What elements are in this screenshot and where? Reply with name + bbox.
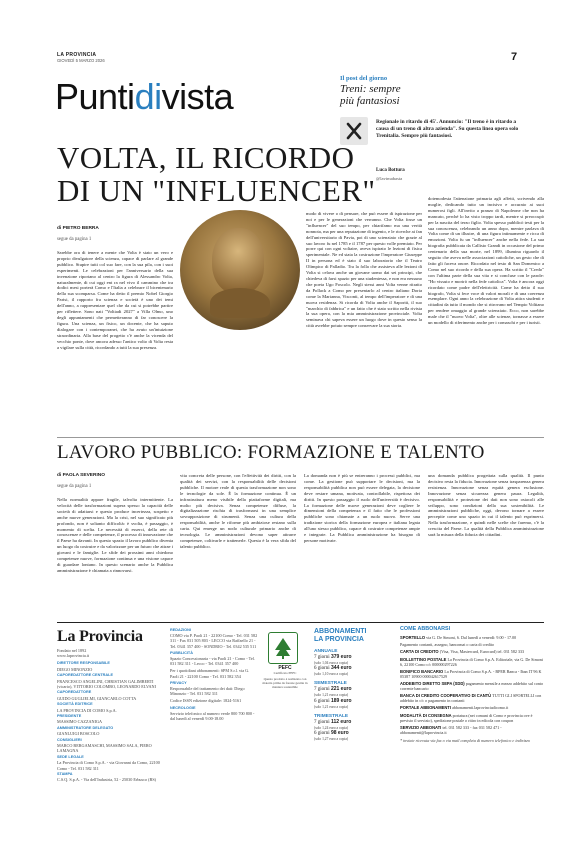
divider (57, 437, 544, 438)
subscription-row (314, 665, 396, 672)
subscription-note: (solo 1,10 euro a copia) (314, 672, 349, 677)
staff-label: AMMINISTRATORE DELEGATO (57, 726, 114, 731)
article2-byline: di PAOLA SEVERINO (57, 473, 105, 478)
office-entry (170, 706, 258, 722)
subscription-days: 6 giorni (314, 666, 331, 672)
subscription-row (314, 686, 396, 693)
how-item-label: PORTALE ABBONAMENTI (400, 705, 453, 711)
how-item-text: Pagamento contanti, assegno, bancomat o carta di credito (400, 642, 495, 648)
office-value: Responsabile del trattamento dei dati: Diego Minonzio - Tel. 031 582 311 (170, 686, 245, 697)
staff-value: GIANLUIGI BOSCOLO (57, 731, 100, 737)
post-title-line1: Treni: sempre (340, 83, 401, 95)
subscription-row (314, 730, 396, 737)
how-item (400, 705, 544, 710)
subscription-groups (314, 649, 396, 741)
subscription-row (314, 654, 396, 661)
pefc-tree-icon (268, 632, 298, 664)
article2-column3: La domanda non è più se entreranno i processi pubblici, ma come. La gestione può supportare le decisioni, ma la responsabilità pubblica non può essere delegata, la decisione deve restare umana, motivata, controllabile, rispettosa dei diritti. In questo passaggio il ruolo dell'università è decisivo. La formazione delle nuove generazioni deve cogliere le dimensioni della competenza e il fatto che le professioni pubbliche sono chiamate a un ruolo nuovo. Serve una tradizione storica della formazione europea e italiana legata all'uno stesso pubblico, capace di costruire competenze ampie e integrate. La Pubblica amministrazione ha bisogno di persone motivate. (304, 473, 420, 543)
how-item-text: La Provincia di Como S.p.A. Editoriale, via G. De Simoni 6, 22100 Como c/c 000000297226 (400, 656, 543, 667)
office-value: COMO via P. Paoli 21 - 22100 Como - Tel. 031 582 311 - Fax 031 505 803 - LECCO via Raffaello 21 - Tel. 0341 357 400 - SONDRIO - Tel. 0342 535 511 (170, 633, 258, 649)
subscriptions-title-line1: ABBONAMENTI (314, 628, 367, 635)
footer-rule (57, 622, 544, 623)
article1-continuation: segue da pagina 1 (57, 237, 92, 242)
office-label: PRIVACY (170, 680, 187, 685)
article2-column2: vita concreta delle persone, con l'effettività dei diritti, con la qualità dei servizi, con la responsabilità delle decisioni pubbliche. Il motore reale di questa trasformazione non sono le tecnologie da sole. È la formazione continua. È un infrastruttura meno visibile della piattaforme digitali, ma molto più decisiva. Senza competenze diffuse, la digitalizzazione rischia di trasformarsi in una semplice sovrapposizione di strumenti. Senza una cultura della responsabilità, anche le riforme più ambiziose restano sulla carta. Qui emerge un nodo culturale primario anche di tecnologia. Le amministrazioni devono saper attrarre competenze, coltivarle e trattenerle. Questa è la vera sfida del talento pubblico. (180, 473, 296, 549)
article2-continuation: segue da pagina 1 (57, 484, 92, 489)
post-title-line2: più fantasiosi (340, 94, 400, 107)
paper-logo: La Provincia (57, 628, 143, 645)
how-title: COME ABBONARSI (400, 626, 451, 632)
subscription-days: 7 giorni (314, 687, 331, 693)
how-item (400, 657, 544, 667)
subscription-group (314, 649, 396, 676)
staff-entry (57, 726, 165, 736)
subscription-price: 379 euro (330, 654, 352, 660)
subscription-period: ANNUALE (314, 649, 338, 654)
staff-value: C.S.Q. S.p.A. - Via dell'Industria, 52 - 25030 Erbusco (BS) (57, 777, 157, 783)
pefc-text: Certificato PEFC (273, 671, 297, 675)
office-entry (170, 628, 258, 649)
how-item-text: tel. 031 582 333 - fax 031 582 471 - abbonamenti@laprovincia.it (400, 724, 502, 735)
subscription-note: (solo 1,27 euro a copia) (314, 737, 349, 742)
article1-column3: dotemodesta l'attenzione primaria agli affetti, scrivendo alla moglie, dedicando tutto un incisivo e accurato ai suoi numerosi figli. All'invito a pranzo di Napoleone che non ha mancato, perché lo ha visto troppo tardi, mentre si preoccupò per la nascita del terzo figlio. Volta spesso pubblicò testi per la sua conoscenza, celebrando un anno dopo, mentre parlava di Volta come di un illustre, di una figura intimamente e ricca di emozioni. Volta fu un "influencer" anche nella fede. La sua biografia pubblicata da Callisto Grandi in occasione del primo centenario della sua morte, nel 1899, illumina riguardo il seguito che aveva nelle associazioni cattoliche, un gesto che di fatto gli faceva onore. Ricordato nel testo di San Domenico a Como nel suo ricordo e della sua opera. Ha scritto il "Credo" con l'ultima parte della sua vita e si concluse con le parole: "Ho vissuto e morirò nella fede cattolica". Volta è ancora oggi ricordato come padre dell'elettricità. Come ha detto il suo biografo, Volta si fece voce di valori morali e di una coerenza esemplare. Ogni anno la celebrazione di Volta attira studenti e cittadini da tutto il mondo che si ritrovano nel Tempio Voltiano per rendere omaggio al grande scienziato. Ecco, non sarebbe male che il "nuovo Volta", oltre alle scienze, tornasse a essere un modello di riferimento anche per i comaschi e per i turisti. (428, 196, 544, 326)
article1-column1-cont (180, 335, 300, 432)
offices-list (170, 628, 258, 721)
fsc-text: Questo prodotto è realizzato con materia prima da foreste gestite in maniera sostenibile (262, 677, 308, 689)
office-value: Codice ISSN edizione digitale: 1824-5161 (170, 698, 242, 704)
how-item (400, 681, 544, 691)
how-item (400, 642, 544, 647)
staff-entry (57, 738, 165, 754)
article1-column2: modo di vivere o di pensare, che può essere di ispirazione per noi e per le generazioni che verranno. Che Volta fosse un "influencer" del suo tempo, per chiarifamo ma una verità nonnota, ma per una reputazione di ingenio, e le ricerche ai fan dell'universitario di Pavia, poi di uno scienziato che grazie al suo lavoro fu nel 1785 e il 1787 per questo volle premiato. Per porre qui con ogni voltaire, aveva ispirato le lezioni di fisica sperimentale. Ne ed stata la costruzione l'imperatore Giuseppe II in persona ed è stato il suo laboratorio che il Teatro Olimpico di Palladio. Tra la folla che assisteva alle lezioni di Volta si celava anche un giovane uomo dai sei principi, che chiedeva di farsi spazio per una studentessa, e non era nessuno che poeta Ugo Foscolo. Negli stessi anni Volta venne ritratto da Pollack a Como per presentarlo al centro italiano Doria come la Marianna, Visconti, al tempo dell'imperatore e di una nuova residenza. Si ricorda di Volta anche il Saporiti, il suo "marchio di fabbrica" e un fatto che è stato scritto nella rivista la sua opera, con la mia amministrazione provinciale. Volta seminava chi sapeva essere un luogo dove in questo senso la città avrebbe potuto sempre conservare la sua storia. (306, 211, 422, 329)
subscription-period: TRIMESTRALE (314, 713, 349, 719)
subscription-price: 189 euro (330, 697, 352, 704)
staff-label: SOCIETÀ EDITRICE (57, 702, 93, 707)
staff-label: CONSIGLIERI (57, 738, 82, 743)
staff-label: SEDE LEGALE (57, 755, 84, 760)
office-entry (170, 681, 258, 697)
subscription-days: 6 giorni (314, 698, 331, 704)
article1-title-line1: VOLTA, IL RICORDO (57, 140, 355, 175)
certification (262, 632, 308, 712)
how-item-label: BANCA DI CREDITO COOPERATIVO DI CANTÙ (400, 693, 493, 699)
staff-entry (57, 772, 165, 782)
staff-label: STAMPA (57, 772, 73, 777)
subscription-days: 7 giorni (314, 719, 331, 725)
subscription-days: 7 giorni (314, 655, 331, 660)
subscription-note: (solo 1,24 euro a copia) (314, 725, 349, 730)
section-title (55, 78, 233, 116)
subscription-group (314, 681, 396, 708)
how-item (400, 693, 544, 703)
subscription-note: (solo 1,04 euro a copia) (314, 661, 349, 665)
subscriptions (314, 628, 396, 838)
office-value: Spazio Concessionaria - via Paoli 21 - Como - Tel. 031 582 311 - Lecco - Tel. 0341 357 400 (170, 656, 255, 667)
volta-medallion-image (180, 210, 300, 330)
how-item-label: ADDEBITO DIRETTO SEPA (SDD) (400, 680, 466, 686)
pefc-label: PEFC (278, 665, 292, 671)
post-handle: @lavimabasta (376, 176, 403, 181)
how-item-label: BOLLETTINO POSTALE (400, 656, 448, 662)
how-item-text: abbonamenti.laprovinciadicomo.it (452, 705, 509, 711)
staff-value: MASSIMO CAZZANIGA (57, 719, 103, 725)
staff-entry (57, 714, 165, 724)
subscriptions-title-line2: LA PROVINCIA (314, 636, 364, 643)
how-list (400, 635, 544, 735)
subscription-group (314, 714, 396, 741)
how-item (400, 725, 544, 735)
how-item-text: TUTTI GLI SPORTELLI con addebito in c/c o pagamento in contanti (400, 693, 542, 704)
how-item (400, 649, 544, 654)
post-text: Regionale in ritardo di 45'. Annuncio: "Il treno è in ritardo a causa di un treno di altra azienda". Su questa linea opera solo Trenitalia. Sempre più fantasiosi. (376, 119, 519, 139)
office-label: NECROLOGIE (170, 705, 196, 710)
how-item-text: via G. De Simoni, 6. Dal lunedì a venerdì: 9.00 - 17.00 (426, 635, 517, 640)
how-item (400, 669, 544, 679)
subscription-days: 6 giorni (314, 731, 331, 737)
staff-label: PRESIDENTE (57, 714, 82, 719)
staff-entry (57, 702, 165, 712)
how-item-label: BONIFICO BANCARIO (400, 668, 445, 674)
office-label: REDAZIONI (170, 628, 191, 632)
staff-label: DIRETTORE RESPONSABILE (57, 661, 110, 666)
staff-entry (57, 755, 165, 771)
article1-byline: di PIETRO BERRA (57, 226, 99, 231)
website: www.laprovincia.it (57, 653, 90, 659)
subscription-price: 344 euro (330, 665, 352, 672)
section-title-part1: Punti (55, 76, 135, 117)
post-heading: Il post del giorno (340, 75, 388, 82)
section-title-part3: vista (161, 76, 234, 117)
how-item-text: (Visa, Visa, Mastercard, Eurocard) tel. 031 582 333 (439, 649, 525, 655)
staff-list (57, 661, 165, 782)
issue-date: GIOVEDÌ 5 MARZO 2026 (57, 58, 105, 63)
post-author: Luca Bottura (376, 168, 405, 173)
staff-entry (57, 690, 165, 700)
section-title-part2: di (134, 76, 162, 117)
how-item (400, 635, 544, 640)
staff-entry (57, 673, 165, 689)
how-item-label: MODALITÀ DI CONSEGNA (400, 712, 453, 718)
how-item-text: portatura (nei comuni di Como e provincia ove è previsto il servizio), spedizione postale o ritiro in edicola con coupon (400, 712, 533, 723)
office-entry (170, 698, 258, 703)
how-item-text: pagamento mensile a mezzo addebito sul conto corrente bancario (400, 680, 544, 691)
portrait-bust (210, 288, 270, 318)
how-to-subscribe (400, 626, 544, 840)
subscription-row (314, 719, 396, 726)
office-entry (170, 668, 258, 678)
page-number: 7 (511, 51, 518, 63)
subscription-price: 98 euro (330, 730, 349, 737)
portrait-relief (212, 228, 264, 294)
post-of-the-day (340, 75, 520, 187)
subscription-price: 221 euro (330, 686, 352, 693)
staff-value: GUIDO GUGLIELMI, GIANCARLO COTTA (57, 695, 137, 701)
founded: Fondato nel 1892 (57, 648, 87, 653)
article2-column4: una domanda pubblica progettata sulla qualità. Il punto decisivo resta la fiducia. Innovazione senza trasparenza genera resistenza. Innovazione senza equità genera esclusione. Innovazione senza sicurezza genera paura. Legalità, responsabilità e protezione dei dati non sono ostacoli alle sviluppo, sono condizioni della sua sostenibilità. Le amministrazioni pubbliche, oggi, devono tornare a essere percepite come uno spazio in cui il talento può esprimersi. Nella trasformazione, e quindi nelle scelte che faremo, c'è la crescita del Paese. La qualità della Pubblica amministrazione sarà la misura della fiducia dei cittadini. (428, 473, 544, 538)
article2-title: LAVORO PUBBLICO: FORMAZIONE E TALENTO (57, 442, 485, 463)
office-entry (170, 651, 258, 667)
office-label: PUBBLICITÀ (170, 650, 193, 655)
staff-value: DIEGO MINONZIO (57, 666, 93, 672)
subscription-note: (solo 1,21 euro a copia) (314, 704, 349, 709)
footer-offices (170, 628, 258, 838)
staff-entry (57, 661, 165, 671)
paper-name: LA PROVINCIA (57, 52, 97, 58)
office-value: Per i quotidiani abbonamenti: SPM S.r.l. via G. Paoli 21 - 22100 Como - Tel. 031 582 354 (170, 668, 250, 679)
staff-label: CAPOREDATTORE (57, 690, 92, 695)
how-note: * inviate ricevuta via fax o via mail completa di numero telefonico e indirizzo (400, 737, 530, 743)
article1-column1: Sarebbe ora di tenere a mente che Volta è stato un vero e proprio divulgatore della scienza, capace di parlare al grande pubblico. Stupire tutti col suo fare, con la sua pila, con i suoi esperimenti. Le celebrazioni per l'anniversario della sua invenzione riportano al centro la figura di Alessandro Volta, naturalmente, di cui oggi ent ra nel vivo il cammino che tra dodici mesi porterà Como e l'Italia a celebrare il bicentenario della sua scomparsa. Come ha detto il premio Nobel Giorgio Parisi, il rapporto fra scienza e società è uno dei temi dell'anno, a rappresentare quel che da cui si potrebbe partire per riflettere. Sono nati "Voltiadi 2027" a Villa Olmo, uno degli appuntamenti che permetteranno di far conoscere la figura. Una scienza, un fisico, un docente, che ha saputo dialogare con i contemporanei, che ha avuto un'intuizione straordinaria. Alla base del progetto c'è anche la vicenda del vecchio ponte, dove ancora adesso l'antico volto di Volta resta a vigilare sulla città, ricordando a tutti la sua presenza. (57, 250, 173, 350)
article1-title-line2: DI UN "INFLUENCER" (57, 173, 376, 208)
subscription-row (314, 698, 396, 705)
how-item-label: SERVIZIO ABBONATI (400, 724, 443, 730)
office-value: Servizio telefonico al numero verde 800 700 800 - dal lunedì al venerdì 9.00-18.00 (170, 710, 255, 722)
how-item-label: SPORTELLO (400, 635, 427, 640)
how-item-label: CARTA DI CREDITO (400, 649, 440, 655)
staff-value: MARCO BERGAMASCHI, MASSIMO SALA, PIERO LAMAGNA (57, 743, 152, 754)
how-item-text: La Provincia di Como S.p.A. - BPER Banca - Iban IT 96 K 05387 10900 000042617529 (400, 668, 542, 679)
staff-label: CAPOREDATTORE CENTRALE (57, 673, 113, 678)
subscription-note: (solo 1,21 euro a copia) (314, 693, 349, 698)
article2-column1: Nella normalità appare fragile, talvolta intermittente. La velocità delle trasformazioni supera spesso la capacità delle società di adattarsi e questo produce incertezza, sospetto e anche nuove generazioni. Ma la crisi, nel suo significato più profondo, non è soltanto difficoltà: è svolta, è passaggio, è momento di scelta. Le necessità di esserci, della rete di conoscenze e delle competenze, il processo di innovazione che il Paese ha davanti. In questo spazio il lavoro pubblico diventa un luogo da costruire e da valorizzare per un futuro che attrae i giovani e le famiglie. Le sfide dei prossimi anni chiedono competenze nuove, formazione continua e una visione capace di guardare lontano. In questo scenario anche la Pubblica amministrazione è chiamata a rinnovarsi. (57, 497, 173, 573)
staff-value: LA PROVINCIA DI COMO S.p.A. (57, 707, 117, 713)
subscription-price: 112 euro (330, 718, 352, 725)
how-item (400, 713, 544, 723)
subscription-period: SEMESTRALE (314, 681, 347, 687)
staff-value: La Provincia di Como S.p.A. - via Giovanni da Como, 22100 Como - Tel. 031 582 311 (57, 760, 160, 771)
footer-staff (57, 628, 165, 838)
staff-value: FRANCESCO ANGELINI, CHRISTIAN GALIMBERTI (vicario), VITTORIO COLOMBO, LEONARDO ELVANI (57, 678, 156, 689)
